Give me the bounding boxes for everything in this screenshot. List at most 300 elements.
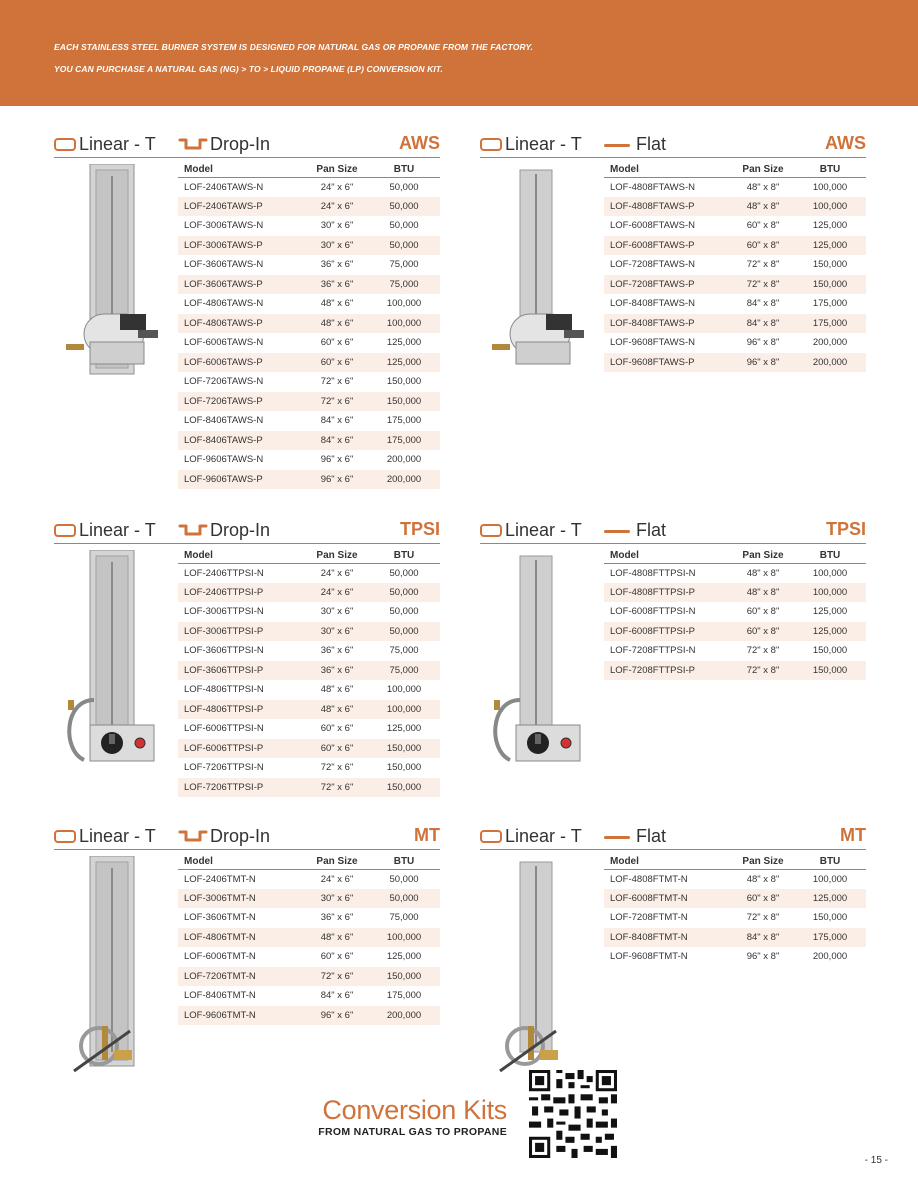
shape-label: Linear - T (79, 520, 156, 540)
model-header: Model (178, 162, 306, 177)
table-header-row (604, 548, 866, 563)
btu-cell: 125,000 (794, 889, 866, 909)
pan-size-cell: 72" x 8" (732, 661, 794, 681)
pan-size-cell: 96" x 8" (746, 337, 780, 349)
table-row (178, 294, 440, 314)
model-cell: LOF-8408FTAWS-P (604, 314, 732, 334)
model-header: Model (604, 854, 732, 869)
btu-cell: 50,000 (389, 181, 419, 193)
section-header (480, 134, 866, 158)
btu-header: BTU (794, 854, 866, 869)
linear-shape-icon (480, 524, 502, 537)
pan-size-cell: 60" x 8" (746, 606, 780, 618)
pan-size-cell: 36" x 6" (306, 661, 368, 681)
table-row (604, 216, 866, 236)
model-cell: LOF-4806TAWS-P (178, 314, 306, 334)
btu-cell: 75,000 (368, 661, 440, 681)
btu-header: BTU (794, 162, 866, 177)
pan-size-cell: 60" x 8" (746, 220, 780, 232)
table-row (604, 583, 866, 603)
pan-size-cell: 24" x 6" (320, 181, 354, 193)
model-cell: LOF-9606TMT-N (178, 1006, 306, 1026)
model-cell: LOF-6006TAWS-P (178, 353, 306, 373)
pan-size-cell: 48" x 6" (320, 684, 354, 696)
btu-cell: 150,000 (368, 778, 440, 798)
burner-product-image (54, 856, 174, 1186)
pan-size-cell: 96" x 8" (746, 951, 780, 963)
pan-size-cell: 24" x 6" (320, 873, 354, 885)
model-cell: LOF-4808FTTPSI-N (610, 567, 696, 579)
pan-size-cell: 60" x 6" (320, 723, 354, 735)
table-row (604, 236, 866, 256)
pan-size-header: Pan Size (732, 548, 794, 563)
table-row (604, 641, 866, 661)
model-cell: LOF-9608FTMT-N (610, 951, 688, 963)
qr-code-icon[interactable] (528, 1070, 618, 1158)
burner-section (480, 519, 866, 676)
model-header: Model (604, 548, 732, 563)
section-header (54, 520, 440, 544)
pan-size-cell: 48" x 6" (320, 298, 354, 310)
btu-cell: 50,000 (389, 220, 419, 232)
btu-cell: 200,000 (812, 337, 848, 349)
page-number: - 15 - (864, 1155, 888, 1166)
pan-size-cell: 84" x 8" (732, 314, 794, 334)
pan-size-header: Pan Size (306, 854, 368, 869)
pan-size-cell: 60" x 8" (732, 622, 794, 642)
model-cell: LOF-6006TTPSI-N (184, 723, 264, 735)
btu-cell: 175,000 (794, 928, 866, 948)
burner-section (480, 133, 866, 368)
burner-section (54, 519, 440, 793)
ignition-code: TPSI (825, 519, 866, 539)
pan-size-cell: 60" x 6" (320, 337, 354, 349)
model-cell: LOF-6008FTAWS-P (604, 236, 732, 256)
model-cell: LOF-7208FTAWS-P (604, 275, 732, 295)
table-row (178, 928, 440, 948)
model-cell: LOF-4808FTAWS-P (604, 197, 732, 217)
shape-label: Linear - T (505, 134, 582, 154)
btu-cell: 75,000 (389, 259, 419, 271)
btu-cell: 50,000 (368, 583, 440, 603)
burner-product-image (480, 164, 600, 494)
shape-label: Linear - T (505, 826, 582, 846)
table-row (178, 889, 440, 909)
flat-line-icon (604, 530, 630, 533)
btu-cell: 100,000 (812, 181, 848, 193)
type-label: Flat (636, 520, 667, 540)
table-row (178, 986, 440, 1006)
table-row (178, 450, 440, 470)
table-row (178, 431, 440, 451)
btu-cell: 150,000 (812, 912, 848, 924)
btu-cell: 100,000 (812, 567, 848, 579)
btu-header: BTU (368, 854, 440, 869)
btu-header: BTU (368, 548, 440, 563)
pan-size-header: Pan Size (732, 854, 794, 869)
model-cell: LOF-3606TTPSI-P (178, 661, 306, 681)
table-row (604, 928, 866, 948)
btu-cell: 50,000 (368, 197, 440, 217)
model-header: Model (604, 162, 732, 177)
table-header-row (178, 162, 440, 177)
model-cell: LOF-7206TMT-N (178, 967, 306, 987)
model-cell: LOF-2406TTPSI-P (178, 583, 306, 603)
pan-size-cell: 48" x 8" (732, 197, 794, 217)
table-row (178, 869, 440, 889)
ignition-code: TPSI (399, 519, 440, 539)
table-row (178, 275, 440, 295)
pan-size-cell: 96" x 8" (732, 353, 794, 373)
model-cell: LOF-7208FTAWS-N (610, 259, 695, 271)
btu-cell: 100,000 (368, 928, 440, 948)
table-row (178, 778, 440, 798)
pan-size-cell: 30" x 6" (320, 220, 354, 232)
conversion-kits-title: Conversion Kits (322, 1095, 507, 1125)
btu-cell: 125,000 (386, 723, 422, 735)
pan-size-cell: 72" x 8" (746, 912, 780, 924)
model-cell: LOF-4806TAWS-N (184, 298, 264, 310)
section-header (54, 134, 440, 158)
table-row (604, 255, 866, 275)
btu-cell: 150,000 (794, 275, 866, 295)
table-row (604, 563, 866, 583)
flat-line-icon (604, 144, 630, 147)
model-cell: LOF-2406TAWS-N (184, 181, 264, 193)
table-row (178, 236, 440, 256)
model-header: Model (178, 548, 306, 563)
btu-cell: 100,000 (812, 873, 848, 885)
table-row (178, 700, 440, 720)
btu-cell: 150,000 (386, 376, 422, 388)
pan-size-header: Pan Size (306, 162, 368, 177)
ignition-code: MT (840, 825, 866, 845)
table-row (604, 294, 866, 314)
type-label: Flat (636, 826, 667, 846)
model-cell: LOF-8408FTMT-N (604, 928, 732, 948)
model-cell: LOF-4808FTTPSI-P (604, 583, 732, 603)
btu-cell: 175,000 (386, 415, 422, 427)
banner-line-2: YOU CAN PURCHASE A NATURAL GAS (NG) > TO > LIQUID PROPANE (LP) CONVERSION KIT. (54, 64, 443, 74)
model-cell: LOF-3006TTPSI-P (178, 622, 306, 642)
btu-cell: 50,000 (389, 567, 419, 579)
pan-size-cell: 30" x 6" (306, 889, 368, 909)
table-row (178, 602, 440, 622)
pan-size-cell: 96" x 6" (306, 470, 368, 490)
pan-size-cell: 30" x 6" (320, 606, 354, 618)
linear-shape-icon (480, 138, 502, 151)
pan-size-cell: 84" x 8" (746, 298, 780, 310)
model-cell: LOF-7206TTPSI-P (178, 778, 306, 798)
btu-cell: 75,000 (389, 645, 419, 657)
pan-size-header: Pan Size (306, 548, 368, 563)
top-banner (0, 0, 918, 106)
btu-cell: 125,000 (386, 951, 422, 963)
table-row (178, 197, 440, 217)
btu-cell: 150,000 (812, 645, 848, 657)
type-label: Flat (636, 134, 667, 154)
table-row (178, 255, 440, 275)
pan-size-cell: 60" x 6" (320, 951, 354, 963)
model-cell: LOF-9608FTAWS-N (610, 337, 695, 349)
btu-cell: 150,000 (794, 661, 866, 681)
model-cell: LOF-9608FTAWS-P (604, 353, 732, 373)
pan-size-cell: 36" x 6" (306, 275, 368, 295)
spec-table (604, 854, 866, 967)
table-header-row (604, 162, 866, 177)
table-row (178, 177, 440, 197)
btu-header: BTU (368, 162, 440, 177)
pan-size-cell: 48" x 6" (306, 928, 368, 948)
model-cell: LOF-2406TAWS-P (178, 197, 306, 217)
table-row (604, 622, 866, 642)
model-cell: LOF-3606TTPSI-N (184, 645, 264, 657)
table-row (604, 947, 866, 967)
pan-size-cell: 84" x 6" (320, 415, 354, 427)
pan-size-cell: 84" x 8" (732, 928, 794, 948)
table-row (178, 353, 440, 373)
banner-line-1: EACH STAINLESS STEEL BURNER SYSTEM IS DESIGNED FOR NATURAL GAS OR PROPANE FROM THE FACTORY. (54, 42, 534, 52)
model-cell: LOF-4806TMT-N (178, 928, 306, 948)
model-cell: LOF-9606TAWS-P (178, 470, 306, 490)
model-cell: LOF-6006TTPSI-P (178, 739, 306, 759)
btu-cell: 200,000 (368, 1006, 440, 1026)
pan-size-cell: 72" x 8" (732, 275, 794, 295)
table-row (604, 177, 866, 197)
model-cell: LOF-3606TMT-N (184, 912, 256, 924)
table-row (178, 622, 440, 642)
pan-size-cell: 24" x 6" (320, 567, 354, 579)
btu-cell: 200,000 (812, 951, 848, 963)
model-cell: LOF-6008FTMT-N (604, 889, 732, 909)
pan-size-cell: 36" x 6" (320, 259, 354, 271)
table-row (604, 197, 866, 217)
pan-size-cell: 36" x 6" (320, 645, 354, 657)
table-row (178, 411, 440, 431)
pan-size-cell: 48" x 6" (306, 700, 368, 720)
linear-shape-icon (54, 830, 76, 843)
table-row (604, 602, 866, 622)
shape-label: Linear - T (505, 520, 582, 540)
btu-cell: 125,000 (812, 606, 848, 618)
btu-cell: 175,000 (812, 298, 848, 310)
model-cell: LOF-7206TTPSI-N (184, 762, 264, 774)
table-row (604, 333, 866, 353)
btu-cell: 100,000 (368, 314, 440, 334)
burner-section (480, 825, 866, 963)
table-row (604, 908, 866, 928)
btu-cell: 75,000 (389, 912, 419, 924)
model-cell: LOF-6008FTTPSI-P (604, 622, 732, 642)
table-row (178, 1006, 440, 1026)
table-row (178, 216, 440, 236)
spec-table (178, 548, 440, 797)
type-label: Drop-In (210, 134, 271, 154)
table-row (178, 470, 440, 490)
table-row (178, 661, 440, 681)
drop-in-pan-icon (178, 829, 208, 843)
pan-size-cell: 48" x 8" (746, 873, 780, 885)
pan-size-cell: 36" x 6" (320, 912, 354, 924)
model-cell: LOF-3606TAWS-P (178, 275, 306, 295)
btu-cell: 50,000 (368, 889, 440, 909)
table-row (178, 333, 440, 353)
table-row (178, 908, 440, 928)
model-cell: LOF-3006TTPSI-N (184, 606, 264, 618)
pan-size-cell: 72" x 6" (320, 762, 354, 774)
linear-shape-icon (480, 830, 502, 843)
table-row (604, 353, 866, 373)
spec-table (178, 854, 440, 1025)
burner-section (54, 133, 440, 485)
btu-cell: 100,000 (794, 583, 866, 603)
model-cell: LOF-4808FTAWS-N (610, 181, 695, 193)
table-row (178, 372, 440, 392)
pan-size-cell: 72" x 8" (746, 645, 780, 657)
model-cell: LOF-3606TAWS-N (184, 259, 264, 271)
pan-size-cell: 60" x 6" (306, 353, 368, 373)
section-header (54, 826, 440, 850)
btu-cell: 175,000 (794, 314, 866, 334)
btu-header: BTU (794, 548, 866, 563)
pan-size-cell: 96" x 6" (306, 1006, 368, 1026)
btu-cell: 125,000 (368, 353, 440, 373)
ignition-code: AWS (398, 133, 440, 153)
pan-size-cell: 48" x 8" (732, 583, 794, 603)
spec-table (604, 548, 866, 680)
btu-cell: 125,000 (794, 236, 866, 256)
pan-size-cell: 24" x 6" (306, 583, 368, 603)
btu-cell: 125,000 (812, 220, 848, 232)
pan-size-cell: 84" x 6" (306, 431, 368, 451)
pan-size-cell: 72" x 6" (306, 967, 368, 987)
spec-table (604, 162, 866, 372)
model-cell: LOF-3006TAWS-N (184, 220, 264, 232)
shape-label: Linear - T (79, 826, 156, 846)
pan-size-cell: 84" x 6" (320, 990, 354, 1002)
model-cell: LOF-8406TMT-N (184, 990, 256, 1002)
conversion-kits-subtitle: FROM NATURAL GAS TO PROPANE (318, 1126, 507, 1138)
btu-cell: 50,000 (389, 873, 419, 885)
burner-section (54, 825, 440, 1021)
drop-in-pan-icon (178, 523, 208, 537)
linear-shape-icon (54, 138, 76, 151)
pan-size-cell: 30" x 6" (306, 622, 368, 642)
btu-cell: 175,000 (368, 431, 440, 451)
btu-cell: 150,000 (812, 259, 848, 271)
pan-size-cell: 48" x 8" (746, 181, 780, 193)
model-cell: LOF-2406TMT-N (184, 873, 256, 885)
btu-cell: 150,000 (386, 762, 422, 774)
btu-cell: 150,000 (368, 392, 440, 412)
pan-size-cell: 96" x 6" (320, 454, 354, 466)
pan-size-cell: 72" x 6" (320, 376, 354, 388)
flat-line-icon (604, 836, 630, 839)
model-cell: LOF-3006TMT-N (178, 889, 306, 909)
btu-cell: 200,000 (794, 353, 866, 373)
btu-cell: 200,000 (386, 454, 422, 466)
table-row (178, 719, 440, 739)
burner-product-image (54, 164, 174, 494)
model-cell: LOF-9606TAWS-N (184, 454, 264, 466)
table-row (178, 758, 440, 778)
pan-size-cell: 72" x 8" (746, 259, 780, 271)
model-cell: LOF-6006TAWS-N (184, 337, 264, 349)
btu-cell: 50,000 (368, 622, 440, 642)
table-header-row (178, 548, 440, 563)
pan-size-cell: 30" x 6" (306, 236, 368, 256)
btu-cell: 100,000 (794, 197, 866, 217)
table-row (178, 563, 440, 583)
model-cell: LOF-8406TAWS-P (178, 431, 306, 451)
table-row (178, 392, 440, 412)
pan-size-cell: 60" x 8" (732, 889, 794, 909)
btu-cell: 50,000 (368, 236, 440, 256)
btu-cell: 75,000 (368, 275, 440, 295)
btu-cell: 175,000 (386, 990, 422, 1002)
model-cell: LOF-3006TAWS-P (178, 236, 306, 256)
spec-table (178, 162, 440, 489)
model-cell: LOF-7208FTTPSI-N (610, 645, 696, 657)
btu-cell: 125,000 (386, 337, 422, 349)
ignition-code: MT (414, 825, 440, 845)
table-row (604, 889, 866, 909)
pan-size-cell: 60" x 8" (732, 236, 794, 256)
model-cell: LOF-7208FTMT-N (610, 912, 688, 924)
pan-size-cell: 48" x 6" (306, 314, 368, 334)
table-row (178, 967, 440, 987)
model-cell: LOF-4806TTPSI-P (178, 700, 306, 720)
type-label: Drop-In (210, 520, 271, 540)
pan-size-cell: 72" x 6" (306, 392, 368, 412)
btu-cell: 125,000 (794, 622, 866, 642)
model-header: Model (178, 854, 306, 869)
table-header-row (604, 854, 866, 869)
table-row (604, 661, 866, 681)
pan-size-header: Pan Size (732, 162, 794, 177)
model-cell: LOF-6006TMT-N (184, 951, 256, 963)
table-row (178, 947, 440, 967)
table-row (178, 680, 440, 700)
drop-in-pan-icon (178, 137, 208, 151)
model-cell: LOF-8408FTAWS-N (610, 298, 695, 310)
conversion-kits (292, 1094, 507, 1138)
model-cell: LOF-6008FTTPSI-N (610, 606, 696, 618)
model-cell: LOF-7206TAWS-P (178, 392, 306, 412)
model-cell: LOF-7208FTTPSI-P (604, 661, 732, 681)
section-header (480, 826, 866, 850)
btu-cell: 150,000 (368, 739, 440, 759)
table-row (604, 869, 866, 889)
type-label: Drop-In (210, 826, 271, 846)
table-row (178, 641, 440, 661)
linear-shape-icon (54, 524, 76, 537)
table-header-row (178, 854, 440, 869)
pan-size-cell: 72" x 6" (306, 778, 368, 798)
pan-size-cell: 24" x 6" (306, 197, 368, 217)
model-cell: LOF-4808FTMT-N (610, 873, 688, 885)
btu-cell: 50,000 (389, 606, 419, 618)
section-header (480, 520, 866, 544)
model-cell: LOF-8406TAWS-N (184, 415, 264, 427)
table-row (178, 583, 440, 603)
table-row (178, 739, 440, 759)
shape-label: Linear - T (79, 134, 156, 154)
btu-cell: 100,000 (368, 700, 440, 720)
ignition-code: AWS (824, 133, 866, 153)
model-cell: LOF-6008FTAWS-N (610, 220, 695, 232)
pan-size-cell: 48" x 8" (746, 567, 780, 579)
